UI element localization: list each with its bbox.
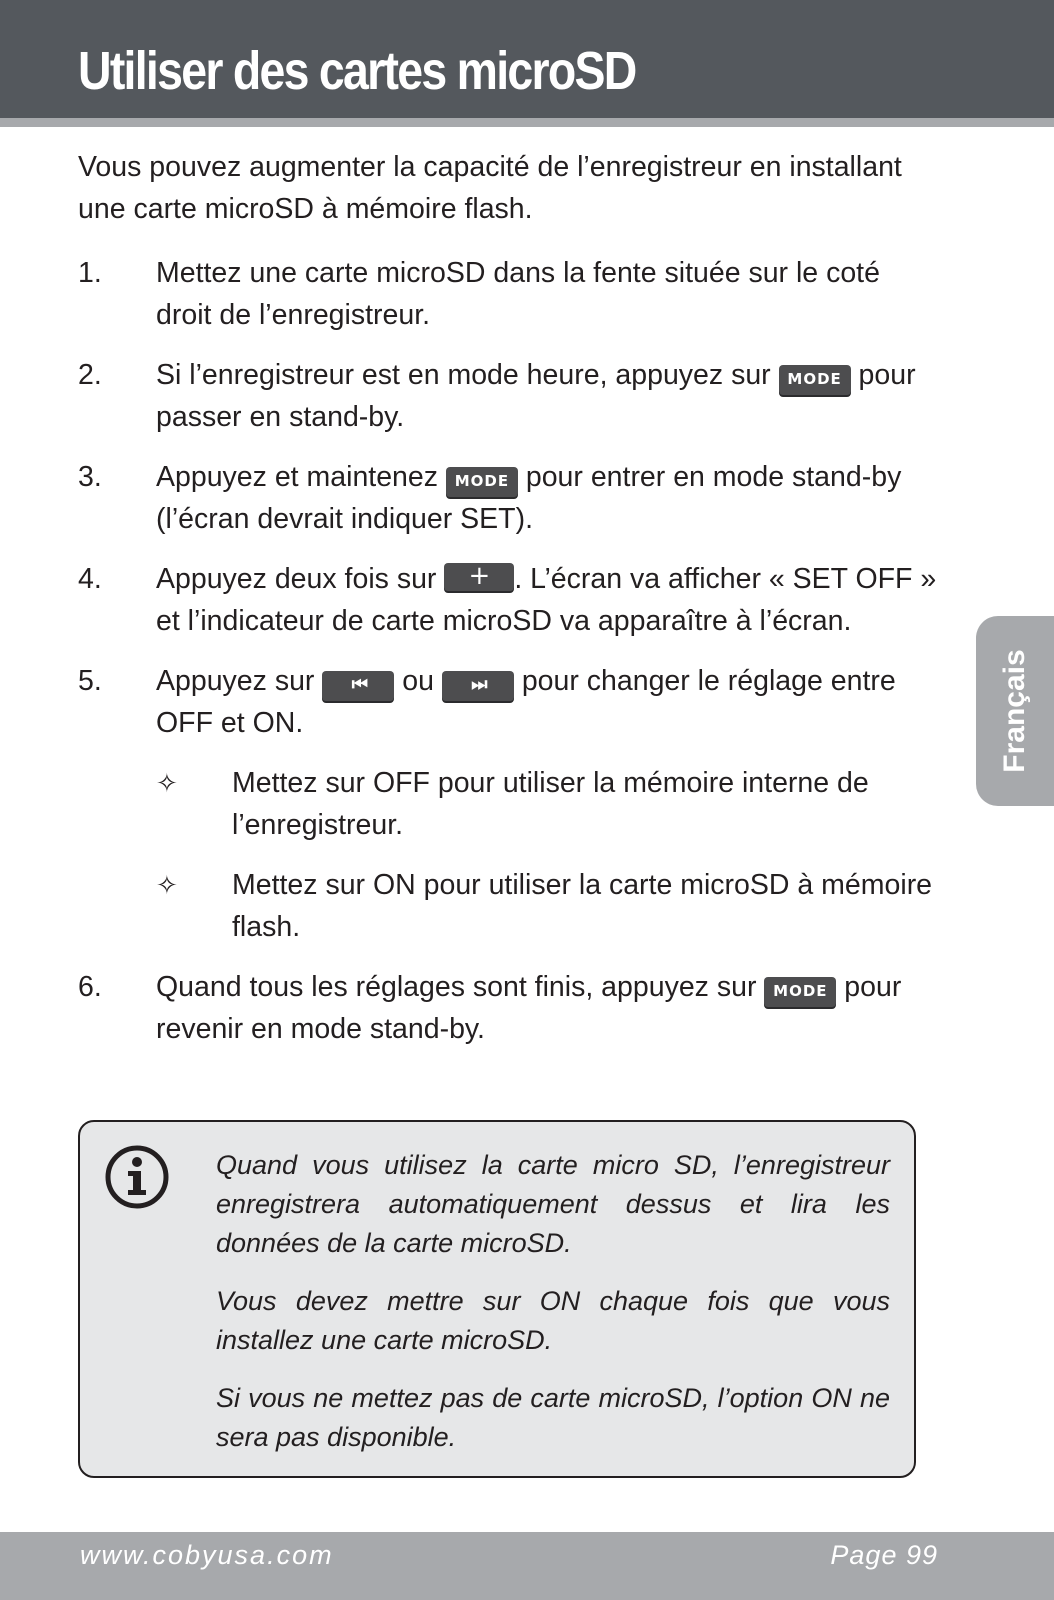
step-number: 5. [78, 665, 102, 697]
star-bullet-icon: ✧ [156, 768, 178, 798]
step-number: 4. [78, 563, 102, 595]
note-paragraph: Si vous ne mettez pas de carte microSD, l’option ON ne sera pas disponible. [216, 1383, 890, 1452]
step-text: Quand tous les réglages sont finis, appuyez sur [156, 971, 757, 1003]
note-box [78, 1120, 916, 1478]
intro-paragraph: Vous pouvez augmenter la capacité de l’enregistreur en installant une carte microSD à mémoire flash. [78, 151, 902, 225]
sub-item-off [156, 762, 938, 846]
step-5 [78, 660, 938, 948]
star-bullet-icon: ✧ [156, 870, 178, 900]
step-1 [78, 252, 938, 336]
step-3 [78, 456, 938, 540]
step-text: . L’écran va afficher « SET OFF » et l’indicateur de carte microSD va apparaître à l’écran. [156, 563, 937, 637]
step-number: 6. [78, 971, 102, 1003]
footer-url: www.cobyusa.com [80, 1540, 334, 1570]
plus-button-icon: + [444, 563, 514, 591]
step-text: Mettez une carte microSD dans la fente située sur le coté droit de l’enregistreur. [156, 257, 880, 331]
sub-item-text: Mettez sur ON pour utiliser la carte microSD à mémoire flash. [232, 869, 933, 943]
header-divider [0, 118, 1054, 127]
previous-button-icon: ⏮ [322, 671, 394, 701]
page-number: Page 99 [830, 1540, 938, 1570]
language-label: Français [998, 649, 1031, 773]
page-title: Utiliser des cartes microSD [78, 41, 636, 101]
info-icon [104, 1144, 170, 1210]
step-text: ou [402, 665, 434, 697]
step-number: 3. [78, 461, 102, 493]
note-text [216, 1146, 890, 1476]
step-text: pour entrer en mode stand-by (l’écran devrait indiquer SET). [156, 461, 902, 535]
mode-button-icon: MODE [764, 977, 836, 1007]
mode-button-icon: MODE [779, 365, 851, 395]
steps-list [78, 252, 938, 1050]
step-number: 2. [78, 359, 102, 391]
sub-item-on [156, 864, 938, 948]
note-paragraph: Vous devez mettre sur ON chaque fois que vous installez une carte microSD. [216, 1286, 890, 1355]
sub-item-text: Mettez sur OFF pour utiliser la mémoire interne de l’enregistreur. [232, 767, 869, 841]
step-text: pour changer le réglage entre OFF et ON. [156, 665, 896, 739]
header-bar [0, 0, 1054, 118]
step-text: Si l’enregistreur est en mode heure, appuyez sur [156, 359, 771, 391]
language-tab [976, 616, 1054, 806]
note-paragraph: Quand vous utilisez la carte micro SD, l’enregistreur enregistrera automatiquement dessus et lira les données de la carte microSD. [216, 1150, 890, 1258]
step-2 [78, 354, 938, 438]
step-text: pour passer en stand-by. [156, 359, 916, 433]
sub-list [156, 762, 938, 948]
footer-bar [0, 1532, 1054, 1600]
mode-button-icon: MODE [446, 467, 518, 497]
next-button-icon: ⏭ [442, 671, 514, 701]
step-text: pour revenir en mode stand-by. [156, 971, 902, 1045]
step-text: Appuyez et maintenez [156, 461, 439, 493]
step-text: Appuyez sur [156, 665, 315, 697]
main-content [78, 146, 938, 1068]
step-text: Appuyez deux fois sur [156, 563, 437, 595]
step-4 [78, 558, 938, 642]
step-6 [78, 966, 938, 1050]
step-number: 1. [78, 257, 102, 289]
